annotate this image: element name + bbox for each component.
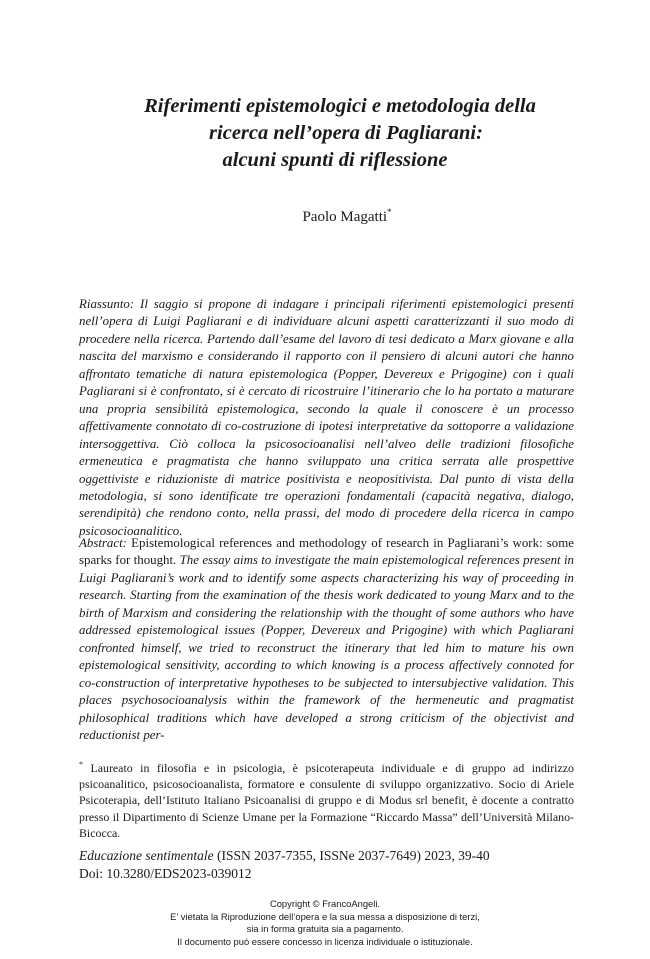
doi: Doi: 10.3280/EDS2023-039012 [79, 866, 252, 881]
copyright-line-2: E’ vietata la Riproduzione dell’opera e la sua messa a disposizione di terzi, [170, 910, 480, 922]
abstract-label: Abstract: [79, 536, 127, 550]
copyright-line-4: Il documento può essere concesso in licenza individuale o istituzionale. [177, 936, 473, 948]
copyright-notice [0, 898, 650, 949]
riassunto [79, 296, 574, 540]
author-footnote-mark: * [387, 207, 392, 217]
citation [79, 847, 579, 883]
journal-details: (ISSN 2037-7355, ISSNe 2037-7649) 2023, 39-40 [216, 848, 490, 863]
abstract-text: The essay aims to investigate the main epistemological references present in Luigi Pagliarani’s work and to identify some aspects characterizing his way of proceeding in research. Starting from the examination of the thesis work dedicated to young Marx and to the birth of Marxism and considering the relationship with the thought of some authors who have addressed epistemological issues (Popper, Devereux and Prigogine) with which Pagliarani confronted himself, we tried to reconstruct the itinerary that led him to mature his own epistemological sensitivity, according to which knowing is a process affectively connoted for co-construction of interpretative hypotheses to be subjected to intersubjective validation. This places psychosocioanalysis within the framework of the hermeneutic and pragmatist philosophical traditions which have developed a strong criticism of the objectivist and reductionist per- [79, 553, 574, 742]
footnote-text: Laureato in filosofia e in psicologia, è psicoterapeuta individuale e di gruppo ad indirizzo psicoanalitico, psicosocioanalista, formatore e consulente di sviluppo organizzativo. Socio di Ariele Psicoterapia, dell’Istituto Italiano Psicoanalisi di gruppo e di Modus srl benefit, è docente a contratto presso il Dipartimento di Scienze Umane per la Formazione “Riccardo Massa” dell’Università Milano-Bicocca. [79, 760, 574, 840]
author-name: Paolo Magatti [302, 209, 388, 225]
article-title [0, 93, 650, 174]
title-line-2: ricerca nell’opera di Pagliarani: [209, 122, 483, 144]
abstract-title-en: Epistemological references and methodology of research in Pagliarani’s work: some sparks for thought. [79, 536, 574, 568]
title-line-1: Riferimenti epistemologici e metodologia della [144, 95, 536, 117]
riassunto-text: Il saggio si propone di indagare i principali riferimenti epistemologici presenti nell’opera di Luigi Pagliarani e di individuare alcuni aspetti caratterizzanti il suo modo di procedere nella ricerca. Partendo dall’esame del lavoro di tesi dedicato a Marx giovane e alla nascita del marxismo e considerando il rapporto con il pensiero di alcuni autori che hanno affrontato tematiche di natura epistemologica (Popper, Devereux e Prigogine) con i quali Pagliarani si è confrontato, si è cercato di ricostruire l’itinerario che lo ha portato a maturare una propria sensibilità epistemologica, secondo la quale il conoscere è un processo affettivamente connotato di co-costruzione di ipotesi interpretative da sottoporre a validazione intersoggettiva. Ciò colloca la psicosocioanalisi nell’alveo delle tradizioni filosofiche ermeneutica e pragmatista che hanno sviluppato una critica serrata alle prospettive oggettiviste e riduzioniste di matrice positivista e neopositivista. Dal punto di vista della metodologia, si sono identificate tre operazioni fondamentali (capacità negativa, dialogo, serendipità) che rendono conto, nella prassi, del modo di procedere della ricerca in campo psicosocioanalitico. [79, 297, 574, 538]
copyright-line-3: sia in forma gratuita sia a pagamento. [246, 923, 404, 935]
journal-name: Educazione sentimentale [79, 848, 214, 863]
footnote-mark: * [79, 760, 83, 769]
author-footnote [79, 757, 574, 841]
author [0, 207, 650, 226]
abstract [79, 535, 574, 744]
riassunto-label: Riassunto: [79, 297, 135, 311]
copyright-line-1: Copyright © FrancoAngeli. [269, 898, 381, 909]
title-line-3: alcuni spunti di riflessione [222, 149, 448, 171]
